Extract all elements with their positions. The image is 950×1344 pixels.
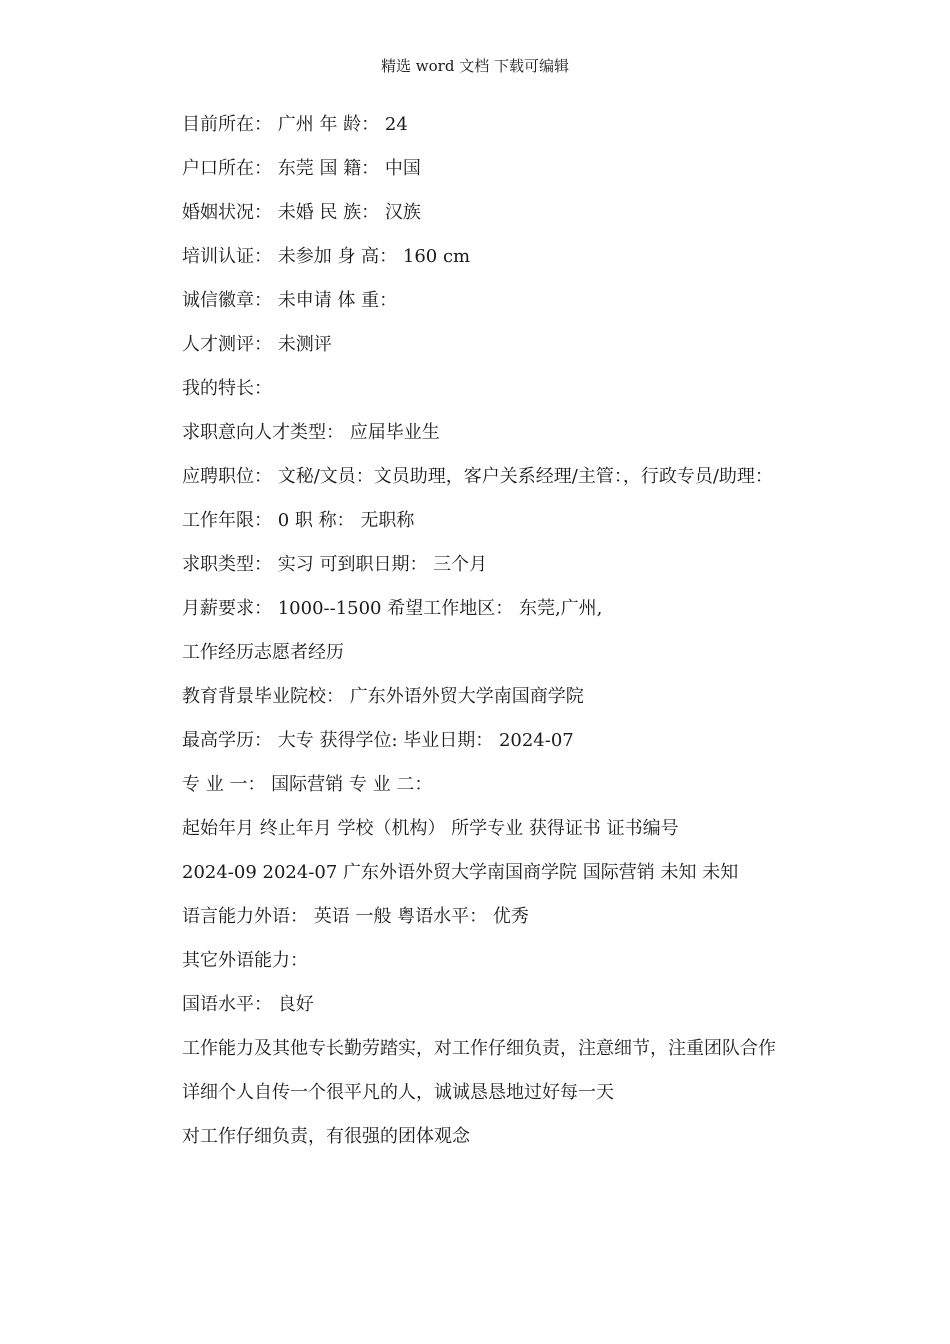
line-work-abilities: 工作能力及其他专长勤劳踏实，对工作仔细负责，注意细节，注重团队合作 <box>182 1038 776 1059</box>
line-salary-requirement: 月薪要求： 1000--1500 希望工作地区： 东莞,广州, <box>182 598 603 619</box>
line-autobiography: 详细个人自传一个很平凡的人，诚诚恳恳地过好每一天 <box>182 1082 614 1103</box>
line-training-certification: 培训认证： 未参加 身 高： 160 cm <box>182 246 471 267</box>
line-marital-status: 婚姻状况： 未婚 民 族： 汉族 <box>182 202 421 223</box>
line-education-table-header: 起始年月 终止年月 学校（机构） 所学专业 获得证书 证书编号 <box>182 818 679 839</box>
line-job-intention-type: 求职意向人才类型： 应届毕业生 <box>182 422 440 443</box>
line-applied-positions: 应聘职位： 文秘/文员：文员助理，客户关系经理/主管：，行政专员/助理： <box>182 466 773 487</box>
line-other-languages: 其它外语能力： <box>182 950 308 971</box>
line-work-years: 工作年限： 0 职 称： 无职称 <box>182 510 415 531</box>
line-team-attitude: 对工作仔细负责，有很强的团体观念 <box>182 1126 470 1147</box>
line-education-school: 教育背景毕业院校： 广东外语外贸大学南国商学院 <box>182 686 584 707</box>
page-header: 精选 word 文档 下载可编辑 <box>381 57 569 75</box>
line-education-table-row: 2024-09 2024-07 广东外语外贸大学南国商学院 国际营销 未知 未知 <box>182 862 739 883</box>
line-majors: 专 业 一： 国际营销 专 业 二： <box>182 774 433 795</box>
line-talent-assessment: 人才测评： 未测评 <box>182 334 332 355</box>
line-specialties: 我的特长： <box>182 378 272 399</box>
line-work-experience: 工作经历志愿者经历 <box>182 642 344 663</box>
line-mandarin-level: 国语水平： 良好 <box>182 994 314 1015</box>
line-current-location: 目前所在： 广州 年 龄： 24 <box>182 114 408 135</box>
line-language-ability: 语言能力外语： 英语 一般 粤语水平： 优秀 <box>182 906 529 927</box>
line-household-registration: 户口所在： 东莞 国 籍： 中国 <box>182 158 421 179</box>
line-highest-degree: 最高学历： 大专 获得学位: 毕业日期： 2024-07 <box>182 730 574 751</box>
line-job-type: 求职类型： 实习 可到职日期： 三个月 <box>182 554 488 575</box>
line-integrity-badge: 诚信徽章： 未申请 体 重： <box>182 290 398 311</box>
document-body <box>145 114 805 1170</box>
